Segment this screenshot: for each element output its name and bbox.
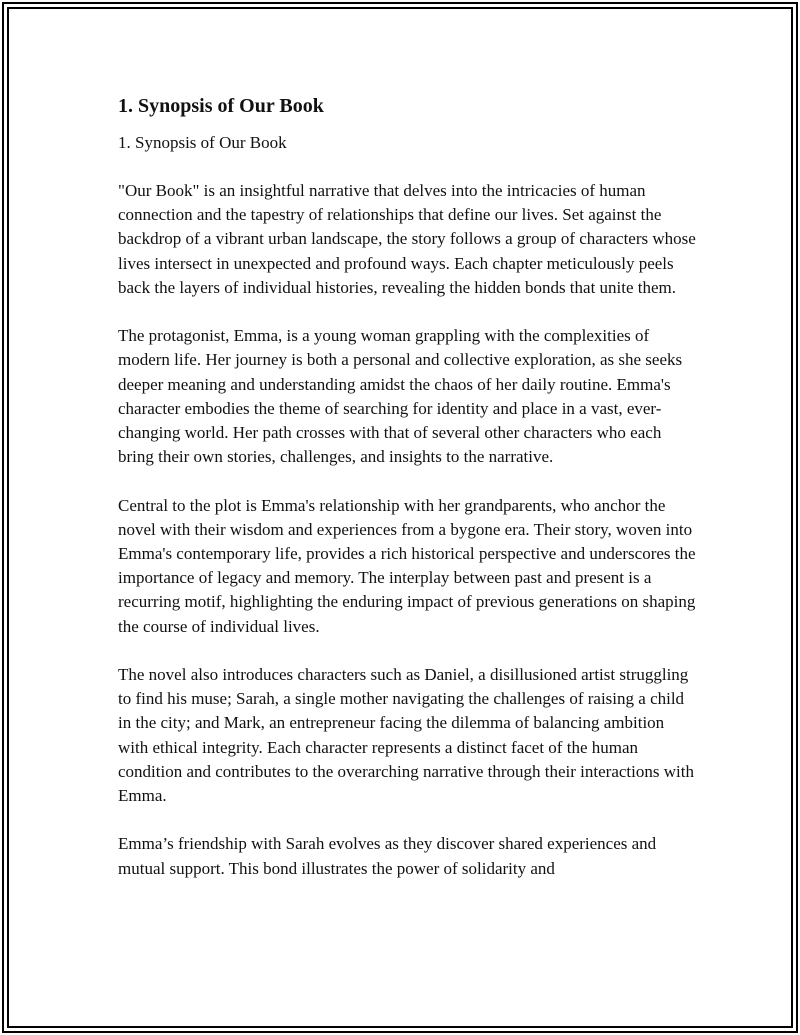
paragraph-characters: The novel also introduces characters such as Daniel, a disillusioned artist struggling to find his muse; Sarah, a single mother navigating the challenges of raising a child in the city; and Mark, an entrepreneur facing the dilemma of balancing ambition with ethical integrity. Each character represents a distinct facet of the human condition and contributes to the overarching narrative through their interactions with Emma. — [118, 665, 694, 806]
paragraph-protagonist: The protagonist, Emma, is a young woman grappling with the complexities of modern life. Her journey is both a personal and collective exploration, as she seeks deeper meaning and understanding amidst the chaos of her daily routine. Emma's character embodies the theme of searching for identity and place in a vast, ever-changing world. Her path crosses with that of several other characters who each bring their own stories, challenges, and insights to the narrative. — [118, 326, 683, 467]
section-subheading: 1. Synopsis of Our Book — [118, 133, 287, 152]
section-heading: 1. Synopsis of Our Book — [118, 95, 324, 117]
paragraph-grandparents: Central to the plot is Emma's relationship with her grandparents, who anchor the novel with their wisdom and experiences from a bygone era. Their story, woven into Emma's contemporary life, provides a rich historical perspective and underscores the importance of legacy and memory. The interplay between past and present is a recurring motif, highlighting the enduring impact of previous generations on shaping the course of individual lives. — [118, 495, 696, 636]
paragraph-intro: "Our Book" is an insightful narrative that delves into the intricacies of human connection and the tapestry of relationships that define our lives. Set against the backdrop of a vibrant urban landscape, the story follows a group of characters whose lives intersect in unexpected and profound ways. Each chapter meticulously peels back the layers of individual histories, revealing the hidden bonds that unite them. — [118, 181, 696, 297]
paragraph-friendship: Emma’s friendship with Sarah evolves as they discover shared experiences and mutual support. This bond illustrates the power of solidarity and — [118, 834, 657, 878]
document-body — [118, 92, 698, 905]
